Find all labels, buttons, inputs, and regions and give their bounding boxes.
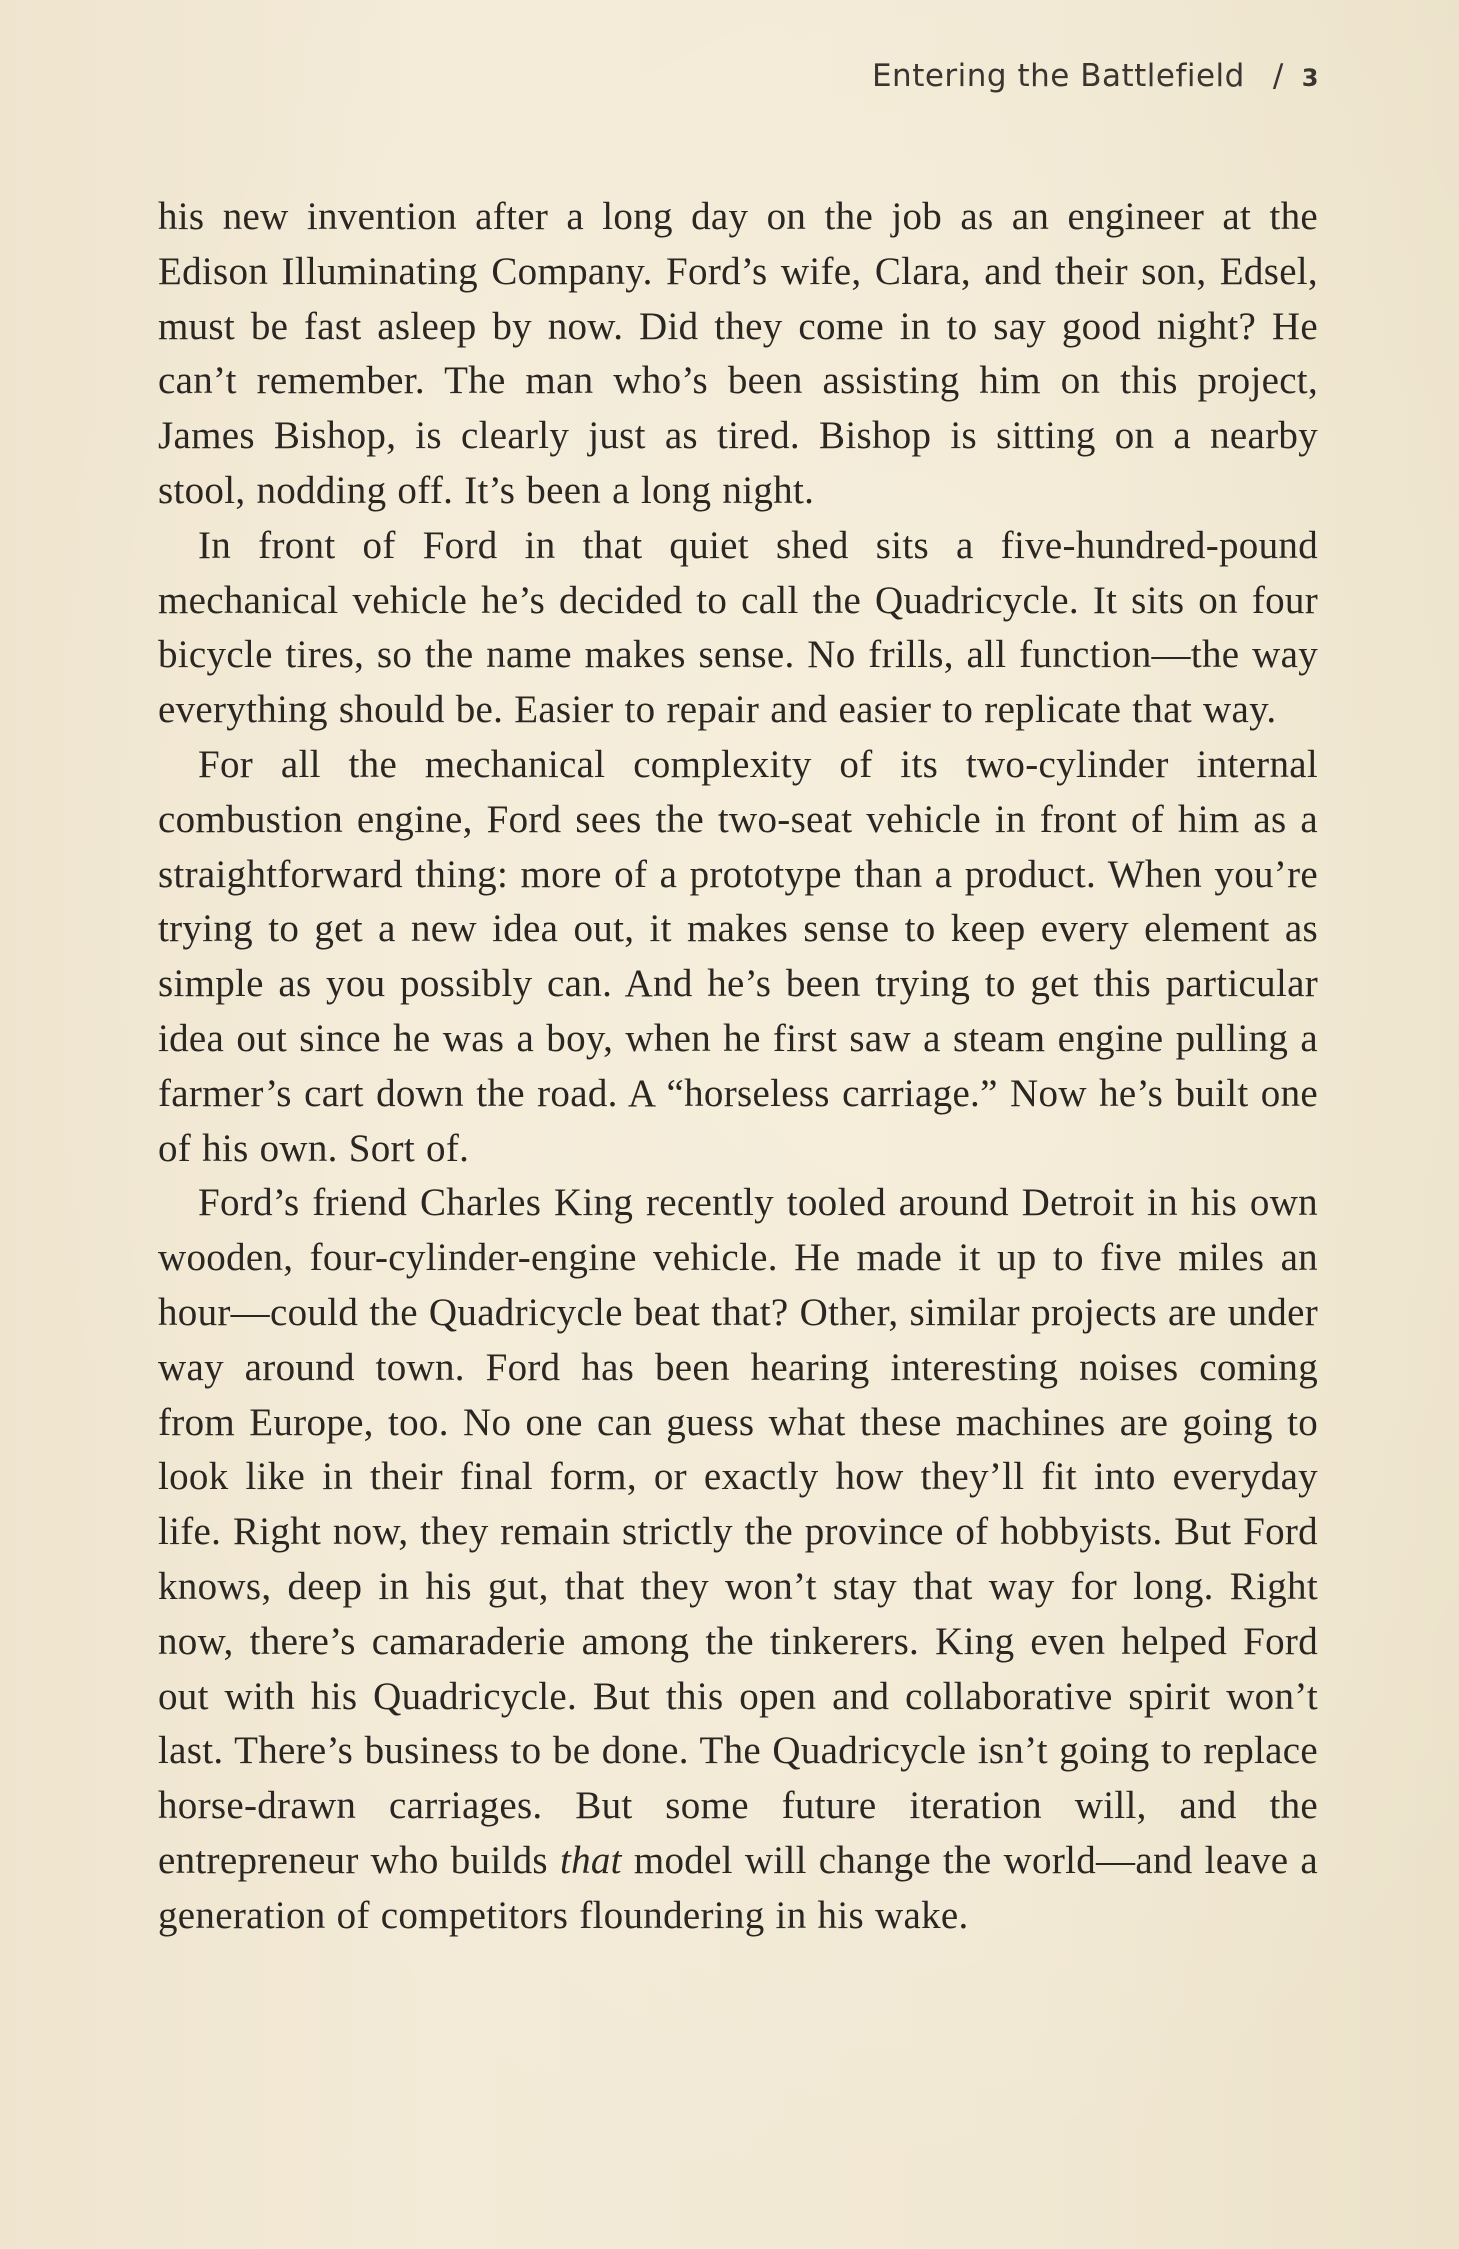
emphasis-that: that bbox=[559, 1838, 622, 1882]
paragraph-3: For all the mechanical complexity of its two-cylinder internal combustion engine, Ford sees the two-seat vehicle in front of him as a straightforward thing: more of a prototype than a product. When you’re trying to get a new idea out, it makes sense to keep every element as simple as you possibly can. And he’s been trying to get this particular idea out since he was a boy, when he first saw a steam engine pulling a farmer’s cart down the road. A “horseless carriage.” Now he’s built one of his own. Sort of. bbox=[158, 742, 1318, 1170]
paragraph-1: his new invention after a long day on the job as an engineer at the Edison Illuminating Company. Ford’s wife, Clara, and their son, Edsel, must be fast asleep by now. Did they come in to say good night? He can’t remember. The man who’s been assisting him on this project, James Bishop, is clearly just as tired. Bishop is sitting on a nearby stool, nodding off. It’s been a long night. bbox=[158, 195, 1318, 512]
paragraph-4 bbox=[158, 1176, 1318, 1943]
chapter-title: Entering the Battlefield bbox=[871, 58, 1245, 94]
running-header bbox=[872, 58, 1319, 94]
paragraph-4-text-before: Ford’s friend Charles King recently tooled around Detroit in his own wooden, four-cylinder-engine vehicle. He made it up to five miles an hour—could the Quadricycle beat that? Other, similar projects are under way around town. Ford has been hearing interesting noises coming from Europe, too. No one can guess what these machines are going to look like in their final form, or exactly how they’ll fit into everyday life. Right now, they remain strictly the province of hobbyists. But Ford knows, deep in his gut, that they won’t stay that way for long. Right now, there’s camaraderie among the tinkerers. King even helped Ford out with his Quadricycle. But this open and collaborative spirit won’t last. There’s business to be done. The Quadricycle isn’t going to replace horse-drawn carriages. But some future iteration will, and the entrepreneur who builds bbox=[158, 1181, 1318, 1882]
body-text bbox=[158, 190, 1318, 1944]
paragraph-2: In front of Ford in that quiet shed sits a five-hundred-pound mechanical vehicle he’s decided to call the Quadricycle. It sits on four bicycle tires, so the name makes sense. No frills, all function—the way everything should be. Easier to repair and easier to replicate that way. bbox=[158, 523, 1318, 732]
header-separator: / bbox=[1272, 58, 1284, 94]
paragraph-4-text-after: model will change the world—and leave a generation of competitors floundering in his wake. bbox=[158, 1838, 1318, 1937]
page-number: 3 bbox=[1301, 64, 1319, 92]
